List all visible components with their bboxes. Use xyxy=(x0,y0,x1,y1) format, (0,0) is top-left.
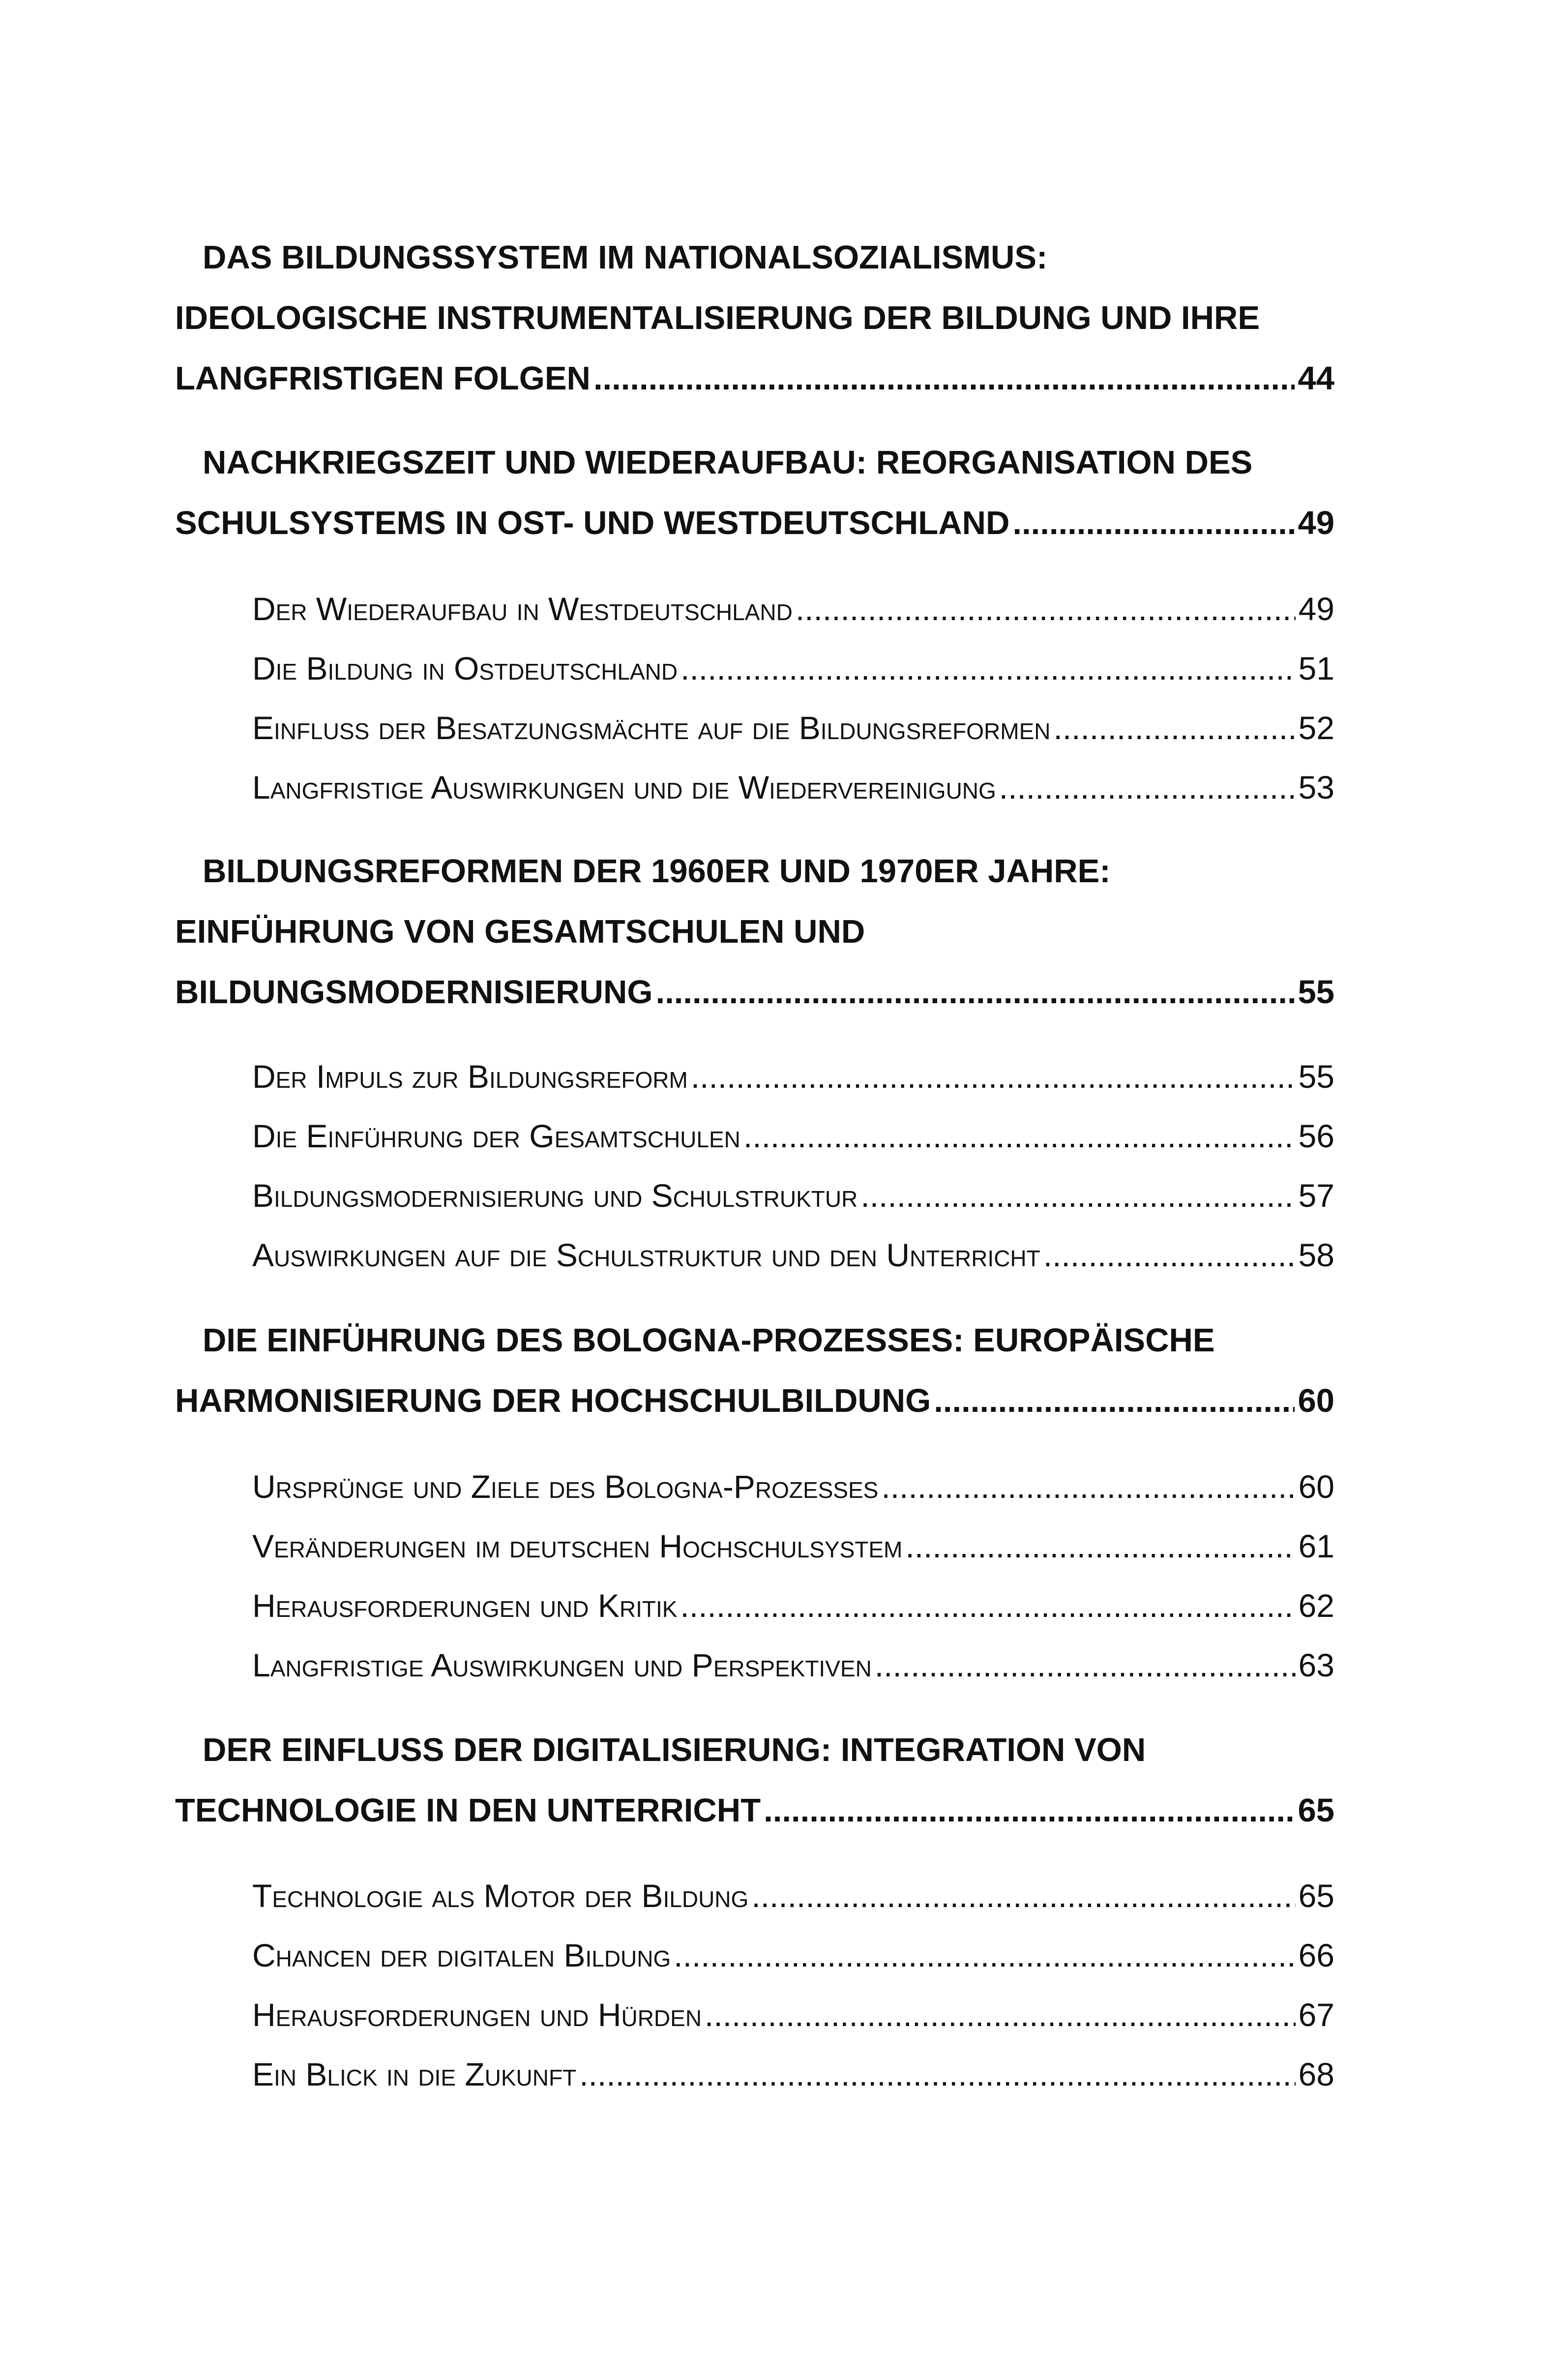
chapter-title-line: EINFÜHRUNG VON GESAMTSCHULEN UND xyxy=(175,913,865,950)
page-number: 49 xyxy=(1298,591,1334,627)
toc-chapter[interactable] xyxy=(175,1310,1334,1431)
page-number: 67 xyxy=(1298,1997,1334,2033)
dot-leader xyxy=(764,1780,1295,1841)
chapter-title-line: LANGFRISTIGEN FOLGEN xyxy=(175,360,591,397)
section-title: Veränderungen im deutschen Hochschulsystem xyxy=(252,1528,903,1564)
page-number: 62 xyxy=(1298,1587,1334,1624)
dot-leader xyxy=(1012,493,1295,553)
toc-section[interactable] xyxy=(252,1985,1334,2045)
dot-leader xyxy=(999,758,1296,817)
page-number: 51 xyxy=(1298,650,1334,687)
page-number: 56 xyxy=(1298,1118,1334,1154)
dot-leader xyxy=(680,1576,1295,1636)
chapter-title-line: HARMONISIERUNG DER HOCHSCHULBILDUNG xyxy=(175,1382,931,1419)
page-number: 58 xyxy=(1298,1237,1334,1273)
section-title: Bildungsmodernisierung und Schulstruktur xyxy=(252,1177,858,1214)
toc-section[interactable] xyxy=(252,1517,1334,1576)
page-number: 55 xyxy=(1298,1058,1334,1095)
page-number: 65 xyxy=(1298,1792,1334,1829)
chapter-title-last-line xyxy=(175,1371,1334,1431)
section-title: Herausforderungen und Hürden xyxy=(252,1997,702,2033)
toc-section[interactable] xyxy=(252,758,1334,817)
toc-section[interactable] xyxy=(252,1926,1334,1985)
section-title: Herausforderungen und Kritik xyxy=(252,1587,678,1624)
toc-chapter[interactable] xyxy=(175,1720,1334,1841)
toc-chapter[interactable] xyxy=(175,432,1334,553)
page-number: 63 xyxy=(1298,1647,1334,1683)
section-title: Auswirkungen auf die Schulstruktur und den Unterricht xyxy=(252,1237,1040,1273)
page-number: 55 xyxy=(1298,974,1334,1011)
toc-section[interactable] xyxy=(252,698,1334,758)
dot-leader xyxy=(905,1517,1295,1576)
dot-leader xyxy=(860,1166,1295,1225)
toc-section[interactable] xyxy=(252,1636,1334,1695)
section-title: Chancen der digitalen Bildung xyxy=(252,1937,671,1973)
dot-leader xyxy=(1053,698,1295,758)
section-title: Langfristige Auswirkungen und Perspektiven xyxy=(252,1647,872,1683)
chapter-title-line: NACHKRIEGSZEIT UND WIEDERAUFBAU: REORGANISATION DES xyxy=(203,444,1253,481)
toc-section[interactable] xyxy=(252,1047,1334,1106)
chapter-title-line: SCHULSYSTEMS IN OST- UND WESTDEUTSCHLAND xyxy=(175,505,1010,541)
toc-section[interactable] xyxy=(252,1225,1334,1285)
toc-section[interactable] xyxy=(252,1457,1334,1517)
chapter-title-line: BILDUNGSMODERNISIERUNG xyxy=(175,974,653,1011)
dot-leader xyxy=(705,1985,1296,2045)
toc-section[interactable] xyxy=(252,1166,1334,1225)
dot-leader xyxy=(579,2045,1295,2104)
chapter-title-last-line xyxy=(175,962,1334,1022)
page-number: 52 xyxy=(1298,710,1334,746)
dot-leader xyxy=(881,1457,1295,1517)
page-number: 57 xyxy=(1298,1177,1334,1214)
toc-section[interactable] xyxy=(252,639,1334,698)
toc-chapter[interactable] xyxy=(175,227,1334,409)
toc-section[interactable] xyxy=(252,1106,1334,1166)
section-title: Einfluss der Besatzungsmächte auf die Bildungsreformen xyxy=(252,710,1051,746)
page-number: 66 xyxy=(1298,1937,1334,1973)
toc-section[interactable] xyxy=(252,579,1334,639)
dot-leader xyxy=(751,1866,1295,1926)
chapter-title-line: DIE EINFÜHRUNG DES BOLOGNA-PROZESSES: EUROPÄISCHE xyxy=(203,1322,1215,1359)
dot-leader xyxy=(680,639,1295,698)
section-title: Die Einführung der Gesamtschulen xyxy=(252,1118,740,1154)
section-title: Ein Blick in die Zukunft xyxy=(252,2056,577,2092)
section-title: Die Bildung in Ostdeutschland xyxy=(252,650,678,687)
toc-section[interactable] xyxy=(252,1866,1334,1926)
chapter-title-line: TECHNOLOGIE IN DEN UNTERRICHT xyxy=(175,1792,761,1829)
page-number: 68 xyxy=(1298,2056,1334,2092)
dot-leader xyxy=(796,579,1296,639)
section-title: Der Wiederaufbau in Westdeutschland xyxy=(252,591,793,627)
dot-leader xyxy=(691,1047,1296,1106)
page-number: 65 xyxy=(1298,1878,1334,1914)
section-title: Technologie als Motor der Bildung xyxy=(252,1878,749,1914)
toc-chapter[interactable] xyxy=(175,841,1334,1022)
dot-leader xyxy=(743,1106,1296,1166)
chapter-title-line: DER EINFLUSS DER DIGITALISIERUNG: INTEGRATION VON xyxy=(203,1731,1146,1768)
chapter-title-last-line xyxy=(175,1780,1334,1841)
page-number: 61 xyxy=(1298,1528,1334,1564)
page-number: 53 xyxy=(1298,769,1334,806)
section-title: Ursprünge und Ziele des Bologna-Prozesses xyxy=(252,1468,879,1505)
page-number: 60 xyxy=(1298,1382,1334,1419)
chapter-title-last-line xyxy=(175,348,1334,409)
dot-leader xyxy=(593,348,1295,409)
section-title: Langfristige Auswirkungen und die Wiedervereinigung xyxy=(252,769,996,806)
dot-leader xyxy=(674,1926,1295,1985)
chapter-title-line: IDEOLOGISCHE INSTRUMENTALISIERUNG DER BILDUNG UND IHRE xyxy=(175,299,1260,336)
dot-leader xyxy=(1043,1225,1296,1285)
page-number: 49 xyxy=(1298,505,1334,541)
page-number: 44 xyxy=(1298,360,1334,397)
chapter-title-last-line xyxy=(175,493,1334,553)
dot-leader xyxy=(875,1636,1296,1695)
toc-section[interactable] xyxy=(252,1576,1334,1636)
toc-section[interactable] xyxy=(252,2045,1334,2104)
chapter-title-line: BILDUNGSREFORMEN DER 1960ER UND 1970ER JAHRE: xyxy=(203,853,1111,890)
dot-leader xyxy=(934,1371,1295,1431)
dot-leader xyxy=(656,962,1295,1022)
chapter-title-line: DAS BILDUNGSSYSTEM IM NATIONALSOZIALISMUS: xyxy=(203,239,1048,276)
section-title: Der Impuls zur Bildungsreform xyxy=(252,1058,688,1095)
page-number: 60 xyxy=(1298,1468,1334,1505)
